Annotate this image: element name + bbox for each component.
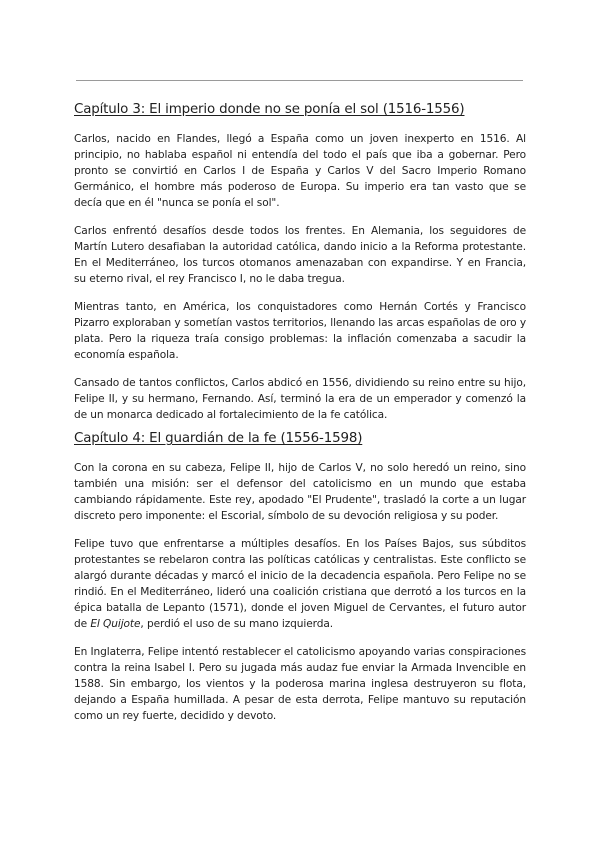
chapter-3-paragraph-2: Carlos enfrentó desafíos desde todos los frentes. En Alemania, los seguidores de Martín Lutero desafiaban la autoridad católica, dando inicio a la Reforma protestante. En el Mediterráneo, los turcos otomanos amenazaban con expandirse. Y en Francia, su eterno rival, el rey Francisco I, no le daba tregua. [74, 225, 526, 285]
chapter-3-paragraph-4: Cansado de tantos conflictos, Carlos abdicó en 1556, dividiendo su reino entre su hijo, Felipe II, y su hermano, Fernando. Así, terminó la era de un emperador y comenzó la de un monarca dedicado al fortalecimiento de la fe católica. [74, 377, 526, 421]
chapter-4-paragraph-2-text-b: , perdió el uso de su mano izquierda. [140, 618, 334, 630]
horizontal-divider [76, 80, 523, 81]
chapter-3-paragraph-1: Carlos, nacido en Flandes, llegó a España como un joven inexperto en 1516. Al principio, no hablaba español ni entendía del todo el país que iba a gobernar. Pero pronto se convirtió en Carlos I de España y Carlos V del Sacro Imperio Romano Germánico, el hombre más poderoso de Europa. Su imperio era tan vasto que se decía que en él "nunca se ponía el sol". [74, 133, 526, 209]
chapter-3-title: Capítulo 3: El imperio donde no se ponía el sol (1516-1556) [74, 102, 465, 117]
chapter-4-paragraph-2 [74, 536, 526, 632]
chapter-4-paragraph-3: En Inglaterra, Felipe intentó restablecer el catolicismo apoyando varias conspiraciones contra la reina Isabel I. Pero su jugada más audaz fue enviar la Armada Invencible en 1588. Sin embargo, los vientos y la poderosa marina inglesa destruyeron su flota, dejando a España humillada. A pesar de esta derrota, Felipe mantuvo su reputación como un rey fuerte, decidido y devoto. [74, 646, 526, 722]
book-title-italic: El Quijote [90, 618, 141, 630]
page-content [74, 101, 526, 736]
chapter-4-paragraph-1: Con la corona en su cabeza, Felipe II, hijo de Carlos V, no solo heredó un reino, sino también una misión: ser el defensor del catolicismo en un mundo que estaba cambiando rápidamente. Este rey, apodado "El Prudente", trasladó la corte a un lugar discreto pero imponente: el Escorial, símbolo de su devoción religiosa y su poder. [74, 462, 526, 522]
chapter-4-paragraph-2-text-a: Felipe tuvo que enfrentarse a múltiples desafíos. En los Países Bajos, sus súbditos protestantes se rebelaron contra las políticas católicas y centralistas. Este conflicto se alargó durante décadas y marcó el inicio de la decadencia española. Pero Felipe no se rindió. En el Mediterráneo, lideró una coalición cristiana que derrotó a los turcos en la épica batalla de Lepanto (1571), donde el joven Miguel de Cervantes, el futuro autor de [74, 538, 526, 630]
chapter-4-title: Capítulo 4: El guardián de la fe (1556-1598) [74, 431, 363, 446]
chapter-3-paragraph-3: Mientras tanto, en América, los conquistadores como Hernán Cortés y Francisco Pizarro exploraban y sometían vastos territorios, llenando las arcas españolas de oro y plata. Pero la riqueza traía consigo problemas: la inflación comenzaba a sacudir la economía española. [74, 301, 526, 361]
